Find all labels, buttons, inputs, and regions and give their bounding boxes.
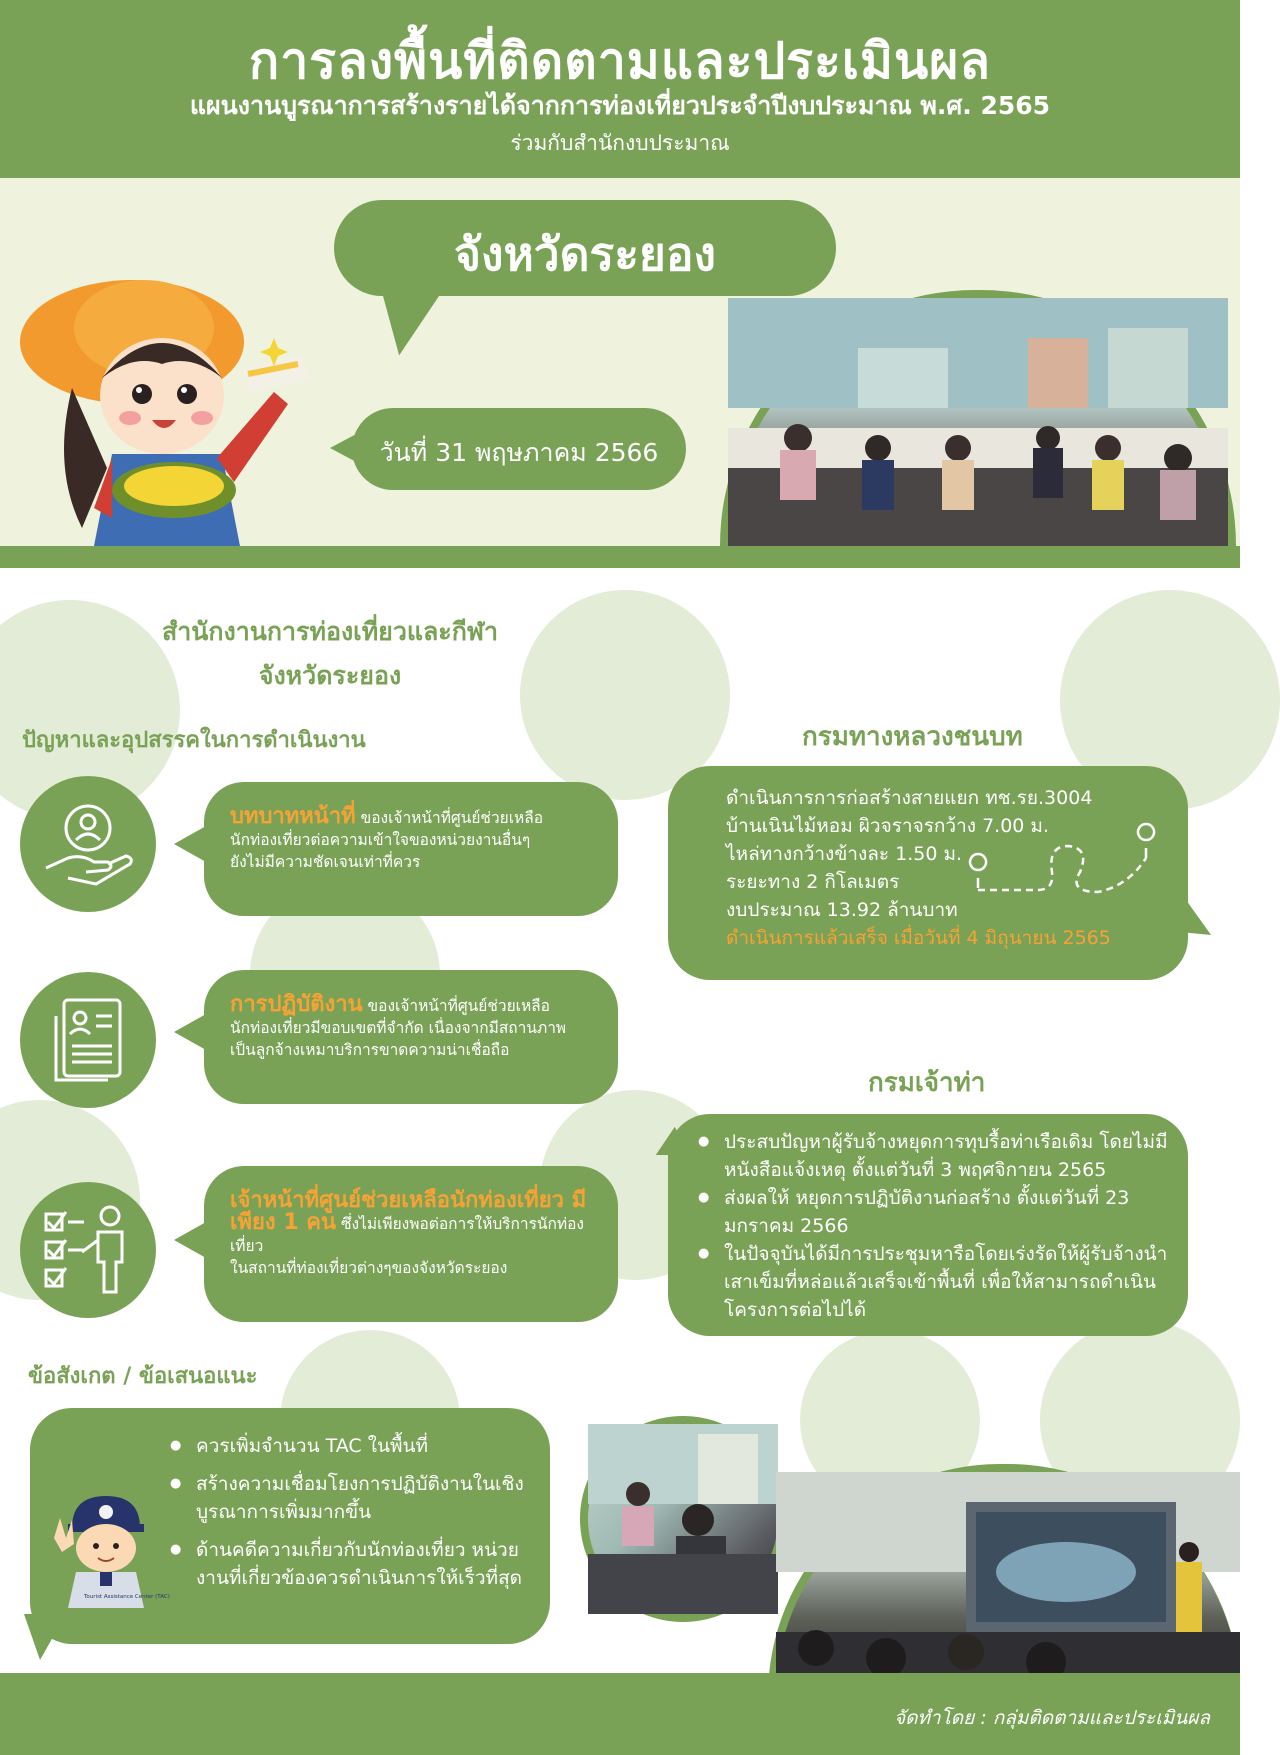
mascot-badge-text: Tourist Assistance Center (TAC) [84,1594,170,1600]
girl-with-durian-illustration [12,268,352,546]
office-title-line2: จังหวัดระยอง [258,661,402,690]
marine-dept-card [668,1114,1188,1336]
recommendation-item: ● ด้านคดีความเกี่ยวกับนักท่องเที่ยว หน่วยงานที่เกี่ยวข้องควรดำเนินการให้เร็วที่สุด [196,1536,530,1592]
problem-card-tail [174,826,206,862]
problem-line [230,1212,592,1257]
marine-issue-list [724,1128,1170,1324]
problem-text: นักท่องเที่ยวมีขอบเขตที่จำกัด เนื่องจากมีสถานภาพ [230,1019,567,1037]
problem-card-roles [204,782,618,916]
problem-highlight: บทบาทหน้าที่ [230,804,356,829]
office-title-line1: สำนักงานการท่องเที่ยวและกีฬา [162,617,498,646]
tourist-police-mascot-illustration [48,1488,170,1608]
rural-roads-title: กรมทางหลวงชนบท [802,722,1023,752]
partner-line: ร่วมกับสำนักงบประมาณ [510,131,730,155]
province-bubble [334,200,836,296]
hand-person-icon [38,794,138,894]
marine-dept-title: กรมเจ้าท่า [868,1068,986,1098]
road-completion: ดำเนินการแล้วเสร็จ เมื่อวันที่ 4 มิถุนายน 2565 [726,927,1111,949]
visit-date: วันที่ 31 พฤษภาคม 2566 [379,438,659,467]
problem-card-operations [204,970,618,1104]
problem-text: เป็นลูกจ้างเหมาบริการขาดความน่าเชื่อถือ [230,1041,510,1059]
road-detail-line: ระยะทาง 2 กิโลเมตร [726,871,900,893]
meeting-photo-small-scene [588,1424,778,1614]
province-bubble-tail [369,282,442,360]
problem-card-staffing [204,1166,618,1322]
recommendation-item: ● สร้างความเชื่อมโยงการปฏิบัติงานในเชิงบูรณาการเพิ่มมากขึ้น [196,1470,530,1526]
presentation-photo-scene [776,1472,1240,1696]
problem-card-tail [174,1222,206,1258]
meeting-photo-small [588,1424,778,1614]
marine-issue-item: ● ประสบปัญหาผู้รับจ้างหยุดการทุบรื้อท่าเรือเดิม โดยไม่มีหนังสือแจ้งเหตุ ตั้งแต่วันที่ 3 พฤศจิกายน 2565 [724,1128,1170,1184]
province-name: จังหวัดระยอง [454,227,716,281]
road-detail-line: งบประมาณ 13.92 ล้านบาท [726,899,958,921]
road-detail-line: ไหล่ทางกว้างข้างละ 1.50 ม. [726,843,963,865]
problem-highlight-count: เพียง 1 คน [230,1210,337,1235]
road-detail-line: ดำเนินการการก่อสร้างสายแยก ทช.รย.3004 [726,787,1093,809]
problem-icon-circle [20,776,156,912]
recommendations-tail [24,1614,66,1660]
meeting-photo-circle [580,1416,786,1622]
problem-text: ซึ่งไม่เพียงพอต่อการให้บริการนักท่องเที่ยว [230,1215,584,1255]
date-bubble [352,408,686,490]
rural-roads-card [668,766,1188,980]
problem-highlight: เจ้าหน้าที่ศูนย์ช่วยเหลือนักท่องเที่ยว มี [230,1188,587,1213]
meeting-photo-scene [728,298,1228,548]
marine-issue-item: ● ส่งผลให้ หยุดการปฏิบัติงานก่อสร้าง ตั้งแต่วันที่ 23 มกราคม 2566 [724,1184,1170,1240]
problem-text: ยังไม่มีความชัดเจนเท่าที่ควร [230,853,421,871]
problems-heading: ปัญหาและอุปสรรคในการดำเนินงาน [22,728,366,753]
road-detail-line: บ้านเนินไม้หอม ผิวจราจรกว้าง 7.00 ม. [726,815,1049,837]
presentation-photo-arch [768,1464,1240,1696]
footer-credit: จัดทำโดย : กลุ่มติดตามและประเมินผล [893,1707,1210,1729]
recommendation-list [196,1432,530,1592]
problem-line [230,994,592,1017]
problem-card-tail [174,1014,206,1050]
problem-text: ของเจ้าหน้าที่ศูนย์ช่วยเหลือ [355,809,544,827]
page-title: การลงพื้นที่ติดตามและประเมินผล [248,32,992,90]
problem-icon-circle [20,972,156,1108]
marine-issue-item: ● ในปัจจุบันได้มีการประชุมหารือโดยเร่งรัดให้ผู้รับจ้างนำเสาเข็มที่หล่อแล้วเสร็จเข้าพื้นที่ เพื่อให้สามารถดำเนินโครงการต่อไปได้ [724,1240,1170,1324]
header-banner [0,0,1240,178]
recommendations-heading: ข้อสังเกต / ข้อเสนอแนะ [28,1364,258,1389]
route-map-icon [968,832,1168,912]
meeting-photo-arch [720,290,1236,546]
page-subtitle: แผนงานบูรณาการสร้างรายได้จากการท่องเที่ยวประจำปีงบประมาณ พ.ศ. 2565 [189,91,1051,120]
problem-highlight: การปฏิบัติงาน [230,992,363,1017]
problem-text: นักท่องเที่ยวต่อความเข้าใจของหน่วยงานอื่นๆ [230,831,531,849]
problem-icon-circle [20,1182,156,1318]
footer-banner [0,1673,1240,1755]
problem-text: ของเจ้าหน้าที่ศูนย์ช่วยเหลือ [362,997,550,1015]
problem-text: ในสถานที่ท่องเที่ยวต่างๆของจังหวัดระยอง [230,1259,508,1277]
problem-line [230,806,592,829]
document-profile-icon [38,990,138,1090]
checklist-person-icon [38,1200,138,1300]
presentation-photo [776,1472,1240,1696]
recommendation-item: ● ควรเพิ่มจำนวน TAC ในพื้นที่ [196,1432,530,1460]
meeting-photo [728,298,1228,546]
hero-divider [0,546,1240,568]
